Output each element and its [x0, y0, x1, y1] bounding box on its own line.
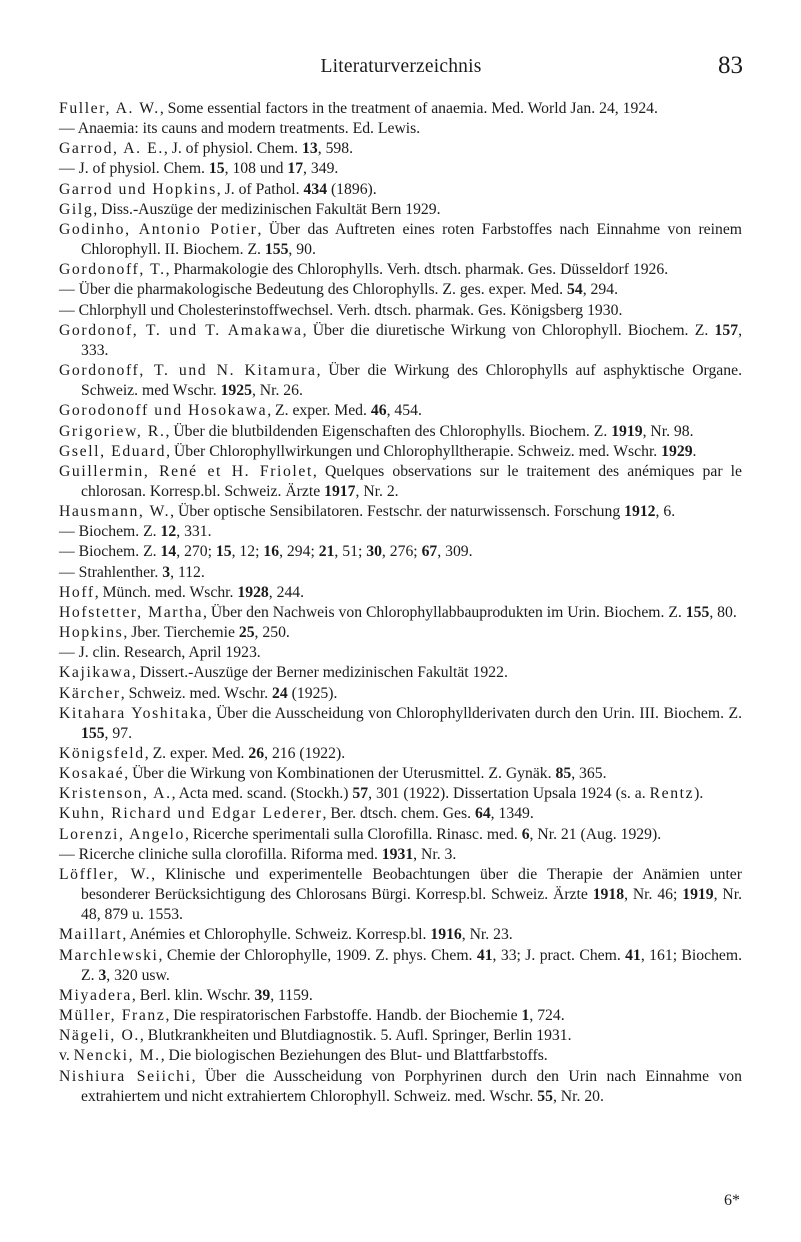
citation-text: , Nr. 20. [552, 1087, 604, 1105]
bibliography-entry [59, 542, 742, 562]
volume-number: 54 [567, 281, 583, 299]
citation-text: , Die respiratorischen Farbstoffe. Handb. der Biochemie [165, 1007, 522, 1025]
citation-text: , Über das Auftreten eines roten Farbstoffes nach Einnahme von reinem Chlorophyll. II. Biochem. Z. [81, 220, 742, 259]
citation-text: , 309. [437, 543, 473, 561]
bibliography-entry [59, 704, 742, 744]
volume-number: 1918 [592, 886, 625, 904]
volume-number: 39 [254, 986, 271, 1004]
volume-number: 46 [370, 402, 387, 420]
author-name: Miyadera [59, 986, 132, 1004]
bibliography-entry [59, 401, 742, 421]
citation-text: , 294. [582, 281, 618, 299]
volume-number: 21 [318, 543, 335, 561]
citation-text: , Über optische Sensibilatoren. Festschr. der naturwissensch. Forschung [170, 503, 625, 521]
bibliography-entry [59, 865, 742, 925]
citation-text: , Chemie der Chlorophylle, 1909. Z. phys. Chem. [158, 946, 477, 964]
author-name: Hofstetter, Martha [59, 603, 204, 621]
citation-text: , 250. [254, 624, 290, 642]
citation-text: , 598. [317, 140, 354, 158]
volume-number: 41 [625, 946, 641, 964]
citation-text: , 108 und [224, 160, 288, 178]
author-name: Maillart [59, 926, 123, 944]
bibliography-entry [59, 280, 742, 300]
author-name: Nägeli, O. [59, 1027, 140, 1045]
citation-text: . [692, 442, 697, 460]
citation-text: — Strahlenther. [59, 563, 163, 581]
bibliography-entry [59, 1046, 742, 1066]
bibliography-entry [59, 744, 742, 764]
citation-text: — Biochem. Z. [59, 543, 161, 561]
bibliography-entry [59, 442, 742, 462]
citation-text: , Über die Ausscheidung von Porphyrinen durch den Urin nach Einnahme von extrahiertem und nicht extrahiertem Chlorophyll. Schweiz. med. Wschr. [81, 1067, 742, 1105]
bibliography-entry [59, 986, 742, 1006]
citation-text: , J. of Pathol. [216, 180, 304, 198]
citation-text: — Biochem. Z. [59, 523, 161, 541]
bibliography-entry [59, 180, 742, 200]
bibliography-entry [59, 260, 742, 280]
citation-text: , Schweiz. med. Wschr. [120, 684, 273, 702]
citation-text: , 33; J. pract. Chem. [492, 946, 626, 964]
bibliography-entry [59, 643, 742, 663]
author-name: Hoff [59, 583, 95, 601]
bibliography-entry [59, 1026, 742, 1046]
citation-text: , Klinische und experimentelle Beobachtungen über die Therapie der Anämien unter besonderer Berücksichtigung des Chlorosans Bürgi. Korresp.bl. Schweiz. Ärzte [81, 865, 742, 904]
bibliography-entry [59, 220, 742, 260]
bibliography-entry [59, 1067, 742, 1107]
volume-number: 25 [238, 624, 255, 642]
bibliography-entry [59, 462, 742, 502]
citation-text: , 276; [381, 543, 422, 561]
bibliography-entry [59, 845, 742, 865]
citation-text: , Über die Ausscheidung von Chlorophyllderivaten durch den Urin. III. Biochem. Z. [207, 704, 742, 722]
volume-number: 67 [421, 543, 438, 561]
citation-text: , Die biologischen Beziehungen des Blut- und Blattfarbstoffs. [160, 1047, 548, 1065]
volume-number: 15 [208, 160, 225, 178]
bibliography-entry [59, 200, 742, 220]
citation-text: — Über die pharmakologische Bedeutung des Chlorophylls. Z. ges. exper. Med. [59, 281, 567, 299]
bibliography-list [59, 99, 742, 1107]
citation-text: , 80. [709, 603, 737, 621]
citation-text: , 97. [104, 724, 132, 742]
page-number: 83 [718, 52, 743, 79]
running-title: Literaturverzeichnis [320, 56, 482, 77]
citation-text: , Münch. med. Wschr. [94, 583, 238, 601]
citation-text: , Acta med. scand. (Stockh.) [171, 785, 353, 803]
citation-text: , 724. [529, 1007, 565, 1025]
author-name: Grigoriew, R. [59, 422, 166, 440]
author-name: Guillermin, René et H. Friolet [59, 462, 313, 480]
citation-text: , Über die Wirkung von Kombinationen der Uterusmittel. Z. Gynäk. [124, 765, 556, 783]
citation-text: , 216 (1922). [264, 745, 346, 762]
author-name: Kärcher [59, 684, 121, 702]
citation-text: , 90. [288, 241, 316, 259]
volume-number: 3 [98, 966, 107, 984]
volume-number: 1912 [624, 503, 656, 521]
volume-number: 15 [215, 543, 232, 561]
author-name: Hopkins [59, 624, 124, 642]
citation-text: , 301 (1922). Dissertation Upsala 1924 (s. a. [368, 785, 650, 803]
citation-text: — Ricerche cliniche sulla clorofilla. Riforma med. [59, 845, 382, 863]
volume-number: 1929 [661, 442, 693, 460]
citation-text: , 1159. [270, 986, 313, 1004]
bibliography-entry [59, 159, 742, 179]
author-name: Godinho, Antonio Potier [59, 220, 258, 238]
bibliography-entry [59, 301, 742, 321]
bibliography-entry [59, 603, 742, 623]
citation-text: , Nr. 21 (Aug. 1929). [529, 825, 662, 843]
citation-text: , 12; [231, 543, 264, 561]
volume-number: 41 [476, 946, 493, 964]
author-name: Gsell, Eduard [59, 442, 167, 460]
bibliography-entry [59, 804, 742, 824]
citation-text: , 112. [170, 563, 205, 581]
author-name: Fuller, A. W. [59, 100, 160, 117]
volume-number: 57 [352, 785, 369, 803]
citation-text: , Dissert.-Auszüge der Berner medizinischen Fakultät 1922. [131, 664, 508, 682]
citation-text: , 349. [303, 160, 339, 178]
author-name: Kosakaé [59, 765, 125, 783]
author-name: Nencki, M. [73, 1047, 161, 1065]
citation-text: , Nr. 26. [251, 382, 303, 400]
author-name: Gilg [59, 200, 94, 218]
author-name: Garrod und Hopkins [59, 180, 217, 198]
citation-text: , 331. [176, 523, 212, 541]
author-name: Löffler, W. [59, 865, 152, 883]
citation-text: — J. clin. Research, April 1923. [59, 644, 261, 662]
author-name: Gordonof, T. und T. Amakawa [59, 321, 303, 339]
citation-text: , Some essential factors in the treatment of anaemia. Med. World Jan. 24, 1924. [159, 100, 658, 117]
bibliography-entry [59, 563, 742, 583]
bibliography-entry [59, 925, 742, 945]
bibliography-entry [59, 139, 742, 159]
citation-text: (1925). [287, 684, 338, 702]
volume-number: 1925 [220, 382, 252, 400]
volume-number: 16 [263, 543, 280, 561]
volume-number: 1 [521, 1007, 530, 1025]
bibliography-entry [59, 119, 742, 139]
volume-number: 1917 [324, 482, 356, 500]
citation-text: , 333. [81, 321, 742, 359]
volume-number: 155 [685, 603, 710, 621]
volume-number: 157 [714, 321, 739, 339]
citation-text: — Anaemia: its cauns and modern treatments. Ed. Lewis. [59, 120, 421, 138]
volume-number: 13 [302, 140, 318, 158]
bibliography-entry [59, 946, 742, 986]
bibliography-entry [59, 522, 742, 542]
citation-text: , Über die Wirkung des Chlorophylls auf asphyktische Organe. Schweiz. med Wschr. [81, 362, 742, 400]
citation-text: , Jber. Tierchemie [123, 624, 239, 642]
citation-text: , 365. [571, 765, 607, 783]
citation-text: , 320 usw. [106, 966, 170, 984]
author-name: Gorodonoff und Hosokawa [59, 402, 268, 420]
author-name: Kajikawa [59, 664, 132, 682]
bibliography-entry [59, 825, 742, 845]
citation-text: ). [694, 785, 704, 803]
citation-text: , Ricerche sperimentali sulla Clorofilla. Rinasc. med. [184, 825, 522, 843]
citation-text: , Pharmakologie des Chlorophylls. Verh. dtsch. pharmak. Ges. Düsseldorf 1926. [165, 261, 669, 279]
volume-number: 85 [555, 765, 572, 783]
citation-text: , Ber. dtsch. chem. Ges. [322, 805, 475, 823]
author-name: Gordonoff, T. [59, 261, 166, 279]
citation-text: , Blutkrankheiten und Blutdiagnostik. 5. Aufl. Springer, Berlin 1931. [139, 1027, 572, 1045]
volume-number: 155 [264, 241, 289, 259]
volume-number: 1919 [682, 886, 714, 904]
volume-number: 1931 [381, 845, 414, 863]
page-header [59, 52, 743, 84]
citation-text: , 1349. [490, 805, 534, 823]
citation-text: — Chlorphyll und Cholesterinstoffwechsel. Verh. dtsch. pharmak. Ges. Königsberg 1930. [59, 301, 623, 319]
bibliography-entry [59, 764, 742, 784]
volume-number: 17 [287, 160, 304, 178]
citation-text: , Nr. 2. [355, 482, 399, 500]
author-name: Kristenson, A. [59, 785, 172, 803]
bibliography-entry [59, 623, 742, 643]
bibliography-entry [59, 684, 742, 704]
citation-text: , Über den Nachweis von Chlorophyllabbauprodukten im Urin. Biochem. Z. [203, 603, 686, 621]
volume-number: 434 [303, 180, 328, 198]
author-name: Müller, Franz [59, 1007, 166, 1025]
volume-number: 1928 [237, 583, 269, 601]
signature-mark: 6* [724, 1192, 740, 1209]
bibliography-entry [59, 1006, 742, 1026]
citation-text: , Nr. 3. [413, 845, 457, 863]
bibliography-entry [59, 422, 742, 442]
citation-text: , J. of physiol. Chem. [163, 140, 303, 158]
citation-text: , Nr. 48, 879 u. 1553. [81, 886, 742, 924]
volume-number: 55 [537, 1087, 553, 1105]
citation-text: , 244. [268, 583, 305, 601]
author-name: Kuhn, Richard und Edgar Lederer [59, 805, 323, 823]
volume-number: 14 [160, 543, 177, 561]
bibliography-entry [59, 663, 742, 683]
author-name: Garrod, A. E. [59, 140, 164, 158]
citation-text: , 454. [386, 402, 422, 420]
bibliography-entry [59, 321, 742, 361]
volume-number: 1919 [611, 422, 643, 440]
citation-text: v. [59, 1047, 74, 1065]
volume-number: 155 [81, 724, 105, 742]
volume-number: 64 [474, 805, 491, 823]
author-name: Königsfeld [59, 745, 145, 762]
author-name: Marchlewski [59, 946, 159, 964]
author-name: Kitahara Yoshitaka [59, 704, 208, 722]
citation-text: , 294; [279, 543, 319, 561]
bibliography-entry [59, 784, 742, 804]
citation-text: (1896). [327, 180, 377, 198]
citation-text: , Quelques observations sur le traitement des anémiques par le chlorosan. Korresp.bl. Schweiz. Ärzte [81, 462, 742, 500]
citation-text: , 161; Biochem. Z. [81, 946, 742, 984]
citation-text: , Z. exper. Med. [267, 402, 371, 420]
bibliography-entry [59, 583, 742, 603]
citation-text: , Über die diuretische Wirkung von Chlorophyll. Biochem. Z. [302, 321, 715, 339]
author-name: Rentz [649, 785, 695, 803]
volume-number: 26 [248, 745, 265, 762]
citation-text: — J. of physiol. Chem. [59, 160, 209, 178]
citation-text: , Diss.-Auszüge der medizinischen Fakultät Bern 1929. [93, 200, 441, 218]
citation-text: , Nr. 23. [461, 926, 513, 944]
volume-number: 30 [366, 543, 382, 561]
author-name: Lorenzi, Angelo [59, 825, 185, 843]
citation-text: , Nr. 46; [624, 886, 683, 904]
author-name: Gordonoff, T. und N. Kitamura [59, 362, 317, 380]
citation-text: , 51; [334, 543, 367, 561]
citation-text: , Über die blutbildenden Eigenschaften des Chlorophylls. Biochem. Z. [165, 422, 612, 440]
volume-number: 1916 [430, 926, 462, 944]
volume-number: 12 [160, 523, 177, 541]
citation-text: , Anémies et Chlorophylle. Schweiz. Korresp.bl. [122, 926, 431, 944]
citation-text: , Berl. klin. Wschr. [131, 986, 255, 1004]
author-name: Nishiura Seiichi [59, 1067, 192, 1085]
author-name: Hausmann, W. [59, 503, 171, 521]
volume-number: 6 [521, 825, 530, 843]
volume-number: 24 [272, 684, 288, 702]
citation-text: , 270; [176, 543, 216, 561]
bibliography-entry [59, 361, 742, 401]
citation-text: , Z. exper. Med. [144, 745, 249, 762]
volume-number: 3 [162, 563, 171, 581]
citation-text: , Über Chlorophyllwirkungen und Chlorophylltherapie. Schweiz. med. Wschr. [166, 442, 662, 460]
citation-text: , 6. [655, 503, 676, 521]
citation-text: , Nr. 98. [642, 422, 694, 440]
bibliography-entry [59, 502, 742, 522]
bibliography-entry [59, 99, 742, 119]
